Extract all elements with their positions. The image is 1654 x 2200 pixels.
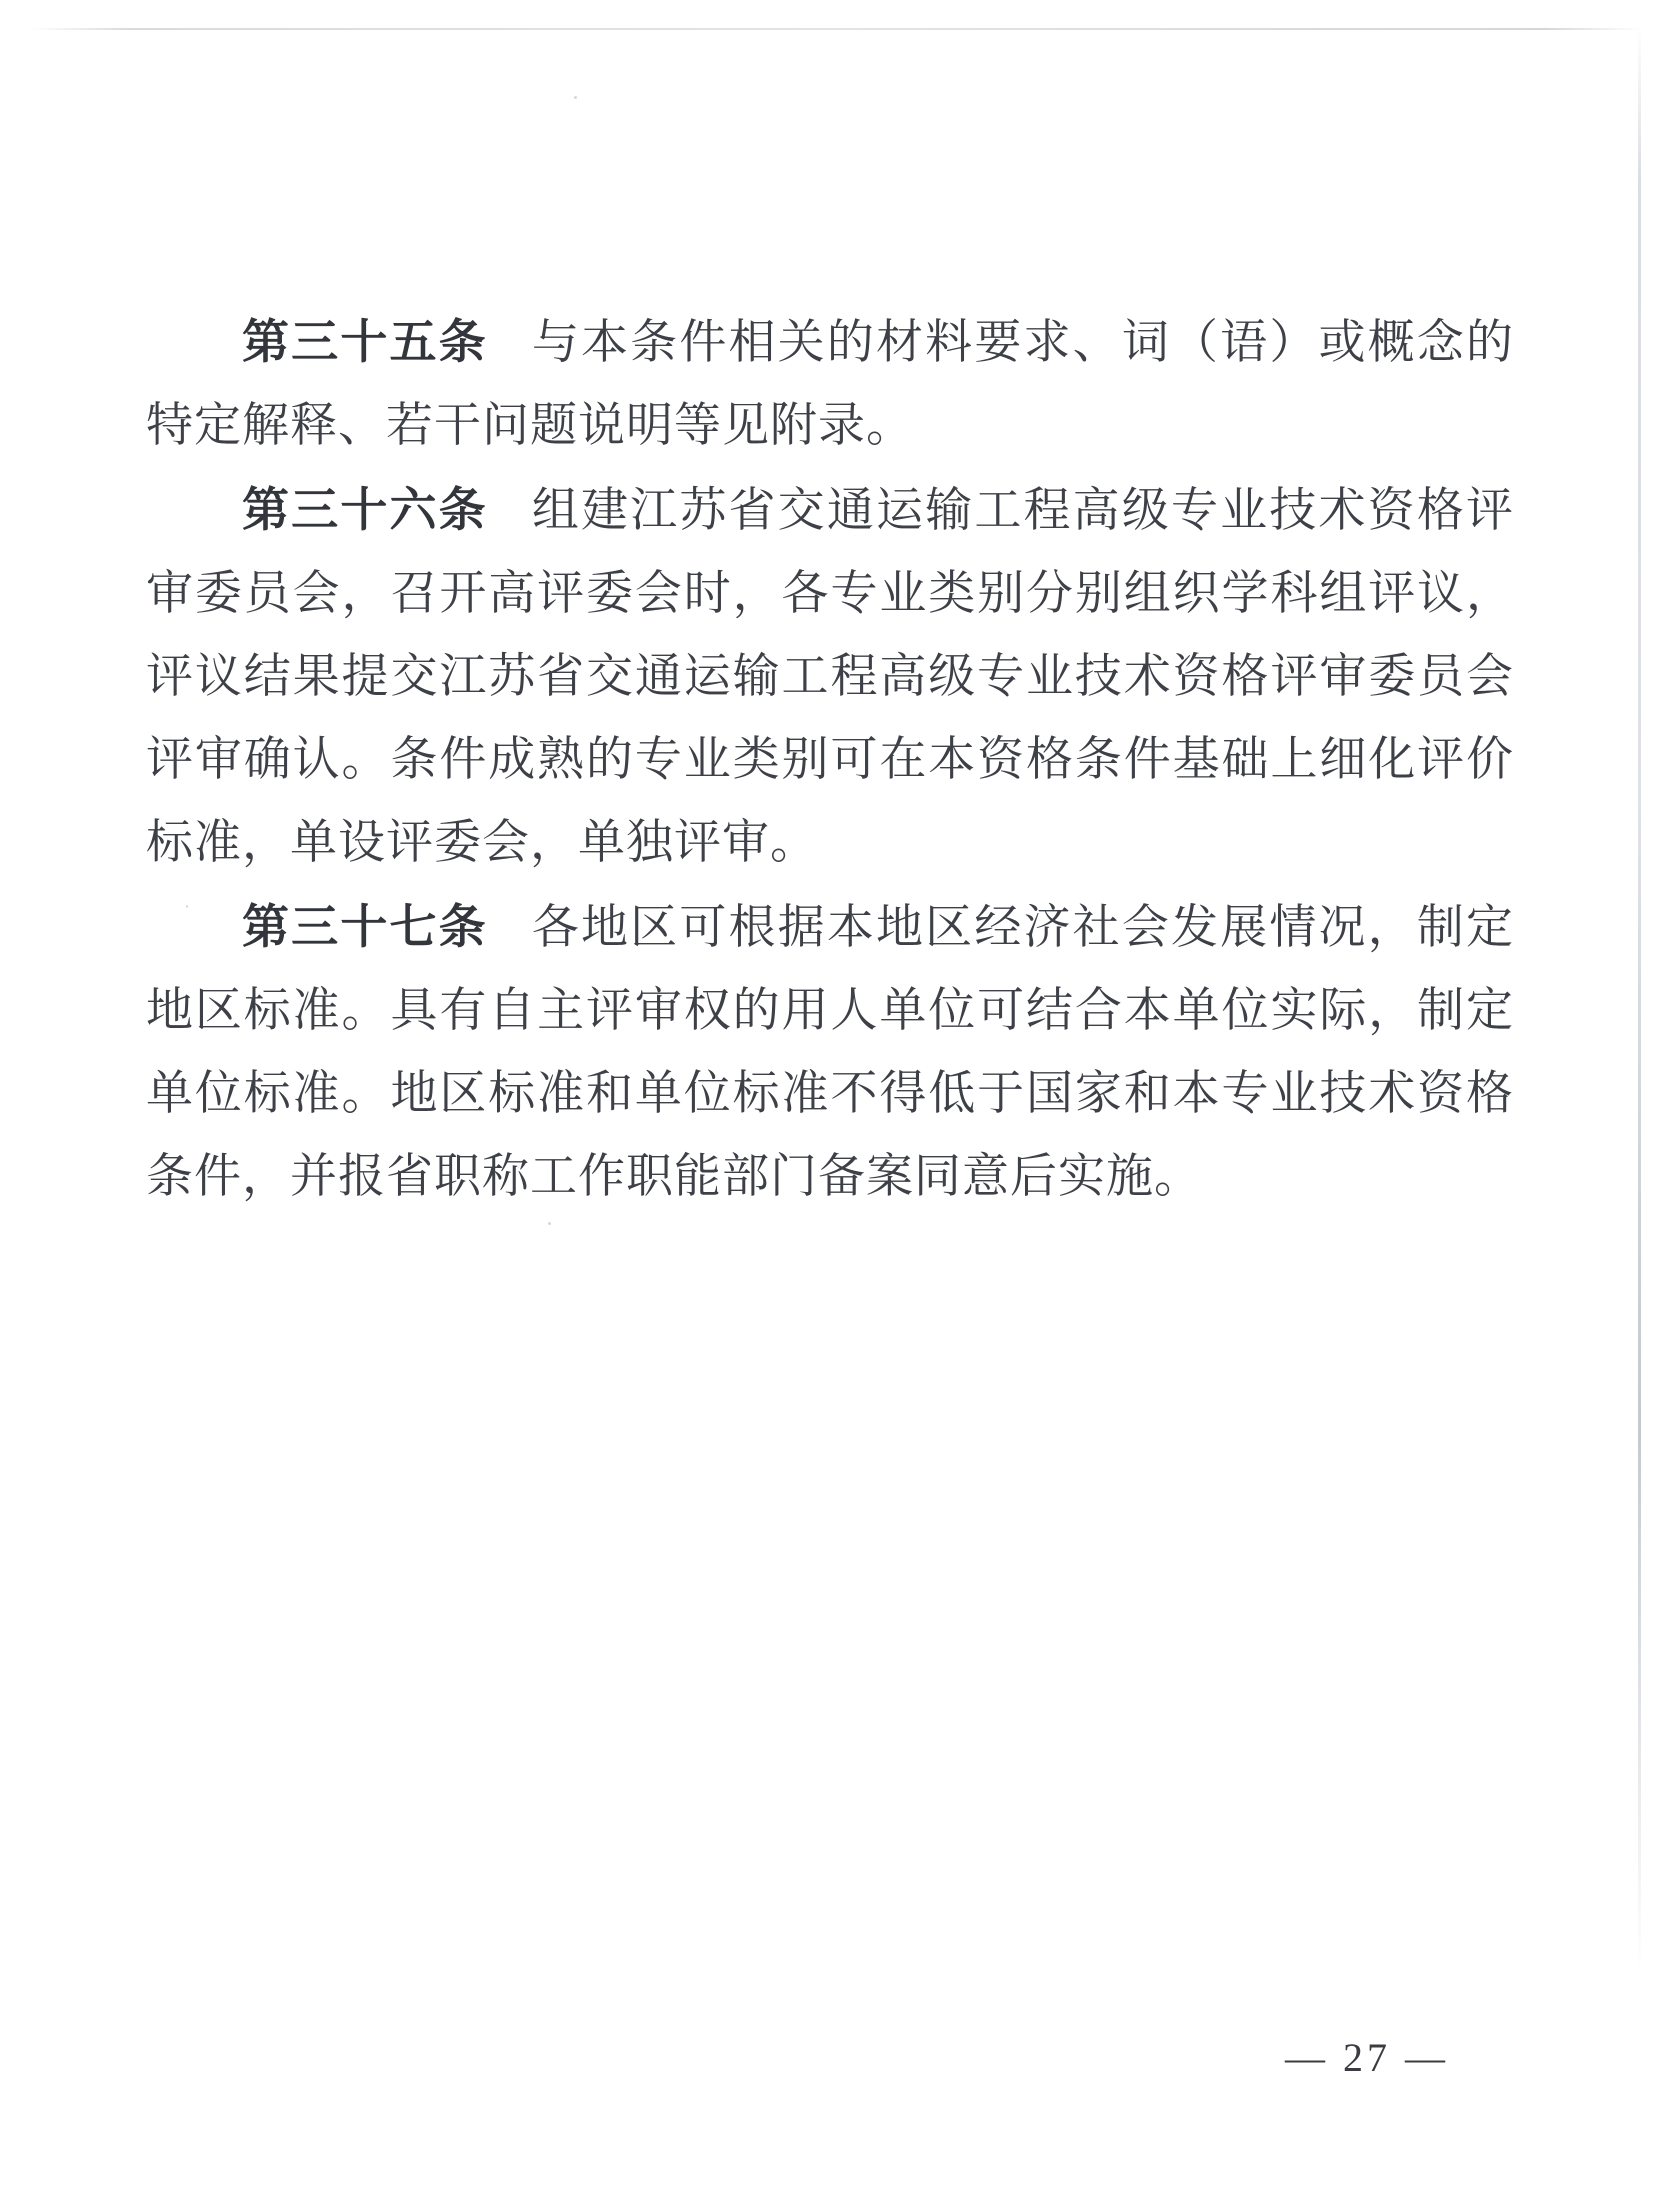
article-36-text: 组建江苏省交通运输工程高级专业技术资格评审委员会，召开高评委会时，各专业类别分别组织学科组评议，评议结果提交江苏省交通运输工程高级专业技术资格评审委员会评审确认。条件成熟的专业类别可在本资格条件基础上细化评价标准，单设评委会，单独评审。 xyxy=(146,485,1515,869)
article-35-paragraph xyxy=(146,300,1514,468)
article-36-paragraph xyxy=(146,468,1514,885)
scan-speck xyxy=(548,1222,551,1225)
article-37-paragraph xyxy=(146,885,1514,1219)
scan-artifact-top-line xyxy=(30,28,1642,30)
scan-artifact-right-line xyxy=(1638,26,1641,1976)
article-35-heading: 第三十五条 xyxy=(242,315,488,368)
article-37-heading: 第三十七条 xyxy=(242,900,488,953)
article-37-text: 各地区可根据本地区经济社会发展情况，制定地区标准。具有自主评审权的用人单位可结合本单位实际，制定单位标准。地区标准和单位标准不得低于国家和本专业技术资格条件，并报省职称工作职能部门备案同意后实施。 xyxy=(146,902,1515,1203)
article-35-text: 与本条件相关的材料要求、词（语）或概念的特定解释、若干问题说明等见附录。 xyxy=(146,317,1515,452)
scan-speck xyxy=(574,96,577,99)
page-number: — 27 — xyxy=(1285,2035,1449,2080)
article-36-heading: 第三十六条 xyxy=(242,483,488,536)
page-footer xyxy=(1252,2034,1482,2081)
document-body xyxy=(146,300,1514,1219)
